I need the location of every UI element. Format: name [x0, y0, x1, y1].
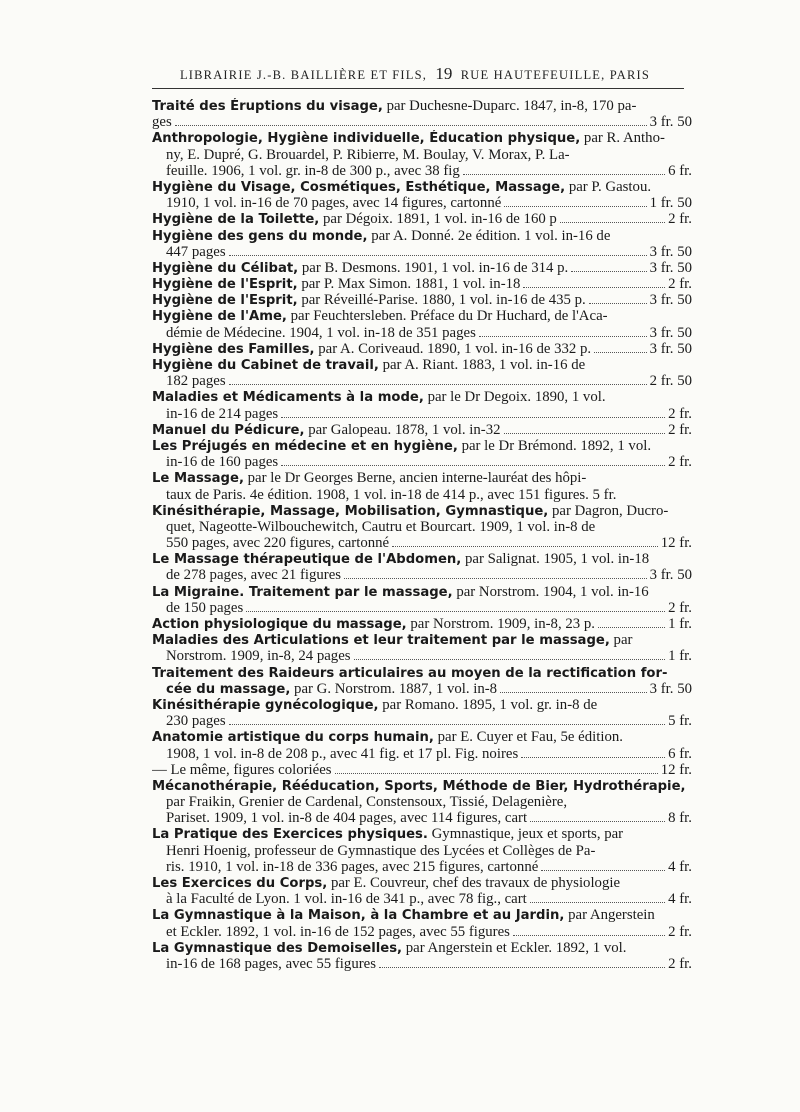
book-details: par Salignat. 1905, 1 vol. in-18 [461, 551, 650, 568]
entry-line-text [152, 470, 692, 486]
entry-line [152, 746, 692, 762]
entry-line-text [166, 373, 226, 389]
book-title: Action physiologique du massage, [152, 617, 407, 632]
book-details: par Angerstein [564, 907, 655, 924]
book-title: Traitement des Raideurs articulaires au moyen de la rectification for- [152, 665, 668, 681]
book-title: Hygiène de l'Esprit, [152, 293, 298, 309]
entry-line-text [152, 616, 595, 632]
book-title: Mécanothérapie, Rééducation, Sports, Méthode de Bier, Hydrothérapie, [152, 778, 686, 794]
catalogue-entry [152, 98, 692, 130]
book-title: La Migraine. Traitement par le massage, [152, 584, 453, 600]
entry-line [152, 810, 692, 826]
entry-line [152, 244, 692, 260]
book-details: Pariset. 1909, 1 vol. in-8 de 404 pages, avec 114 figures, cart [166, 810, 528, 827]
book-details: de 278 pages, avec 21 figures [166, 567, 342, 584]
dot-leader [229, 384, 647, 385]
entry-line [152, 648, 692, 664]
price: 3 fr. 50 [649, 340, 692, 357]
entry-line-text [166, 859, 538, 875]
entry-line-text [166, 325, 476, 341]
book-details: par le Dr Georges Berne, ancien interne-lauréat des hôpi- [243, 470, 587, 487]
book-details: par A. Coriveaud. 1890, 1 vol. in-16 de 332 p. [314, 340, 592, 357]
book-details: 550 pages, avec 220 figures, cartonné [166, 535, 390, 552]
price: 3 fr. 50 [649, 259, 692, 276]
price: 3 fr. 50 [649, 324, 692, 341]
entry-line-text [152, 276, 520, 292]
entry-line [152, 665, 692, 681]
book-title: Hygiène du Célibat, [152, 260, 299, 276]
entry-line-text [166, 406, 278, 422]
entry-line-text [152, 940, 692, 956]
entry-line [152, 389, 692, 405]
price: 2 fr. [668, 955, 692, 972]
entry-line-text [152, 438, 692, 454]
catalogue-entry [152, 179, 692, 211]
entry-line [152, 163, 692, 179]
book-details: par P. Gastou. [565, 178, 652, 195]
entry-line [152, 519, 692, 535]
book-details: taux de Paris. 4e édition. 1908, 1 vol. in-18 de 414 p., avec 151 figures. 5 fr. [166, 486, 617, 503]
book-title: Hygiène du Visage, Cosmétiques, Esthétique, Massage, [152, 179, 566, 195]
catalogue-entry [152, 616, 692, 632]
book-details: Henri Hoenig, professeur de Gymnastique des Lycées et Collèges de Pa- [166, 842, 596, 859]
entry-line [152, 276, 692, 292]
book-details: par Dégoix. 1891, 1 vol. in-16 de 160 p [319, 211, 557, 228]
dot-leader [392, 546, 658, 547]
dot-leader [479, 336, 647, 337]
entry-line [152, 487, 692, 503]
entry-line [152, 956, 692, 972]
catalogue-entry [152, 130, 692, 179]
catalogue-entry [152, 292, 692, 308]
book-details: à la Faculté de Lyon. 1 vol. in-16 de 341 p., avec 78 fig., cart [166, 891, 527, 908]
price: 12 fr. [660, 535, 692, 552]
book-title: Hygiène des gens du monde, [152, 228, 368, 244]
entry-line [152, 470, 692, 486]
price: 6 fr. [668, 162, 692, 179]
catalogue-entry [152, 276, 692, 292]
entry-line-text [152, 389, 692, 405]
book-details: 182 pages [166, 373, 226, 390]
entry-line [152, 875, 692, 891]
catalogue-entry [152, 778, 692, 827]
entry-line-text [152, 632, 692, 648]
book-title: La Pratique des Exercices physiques. [152, 827, 428, 843]
entry-line-text [166, 810, 527, 826]
book-details: de 150 pages [166, 599, 244, 616]
entry-line-text [152, 551, 692, 567]
entry-line-text [152, 503, 692, 519]
entry-line [152, 859, 692, 875]
book-title: Anthropologie, Hygiène individuelle, Éducation physique, [152, 131, 581, 147]
entry-line [152, 211, 692, 227]
entry-line [152, 924, 692, 940]
dot-leader [281, 417, 665, 418]
entry-line-text [166, 163, 460, 179]
entry-line-text [152, 292, 586, 308]
entry-line [152, 341, 692, 357]
book-details: par Fraikin, Grenier de Cardenal, Constensoux, Tissié, Delagenière, [166, 794, 568, 811]
entry-line [152, 98, 692, 114]
book-title: Hygiène des Familles, [152, 341, 315, 357]
book-title: Le Massage thérapeutique de l'Abdomen, [152, 552, 462, 568]
running-header [150, 64, 680, 84]
catalogue-entry [152, 308, 692, 340]
catalogue-entry [152, 584, 692, 616]
book-details: ny, E. Dupré, G. Brouardel, P. Ribierre, M. Boulay, V. Morax, P. La- [166, 146, 570, 163]
entry-line [152, 325, 692, 341]
entry-line-text [166, 956, 376, 972]
book-details: Gymnastique, jeux et sports, par [427, 826, 624, 843]
price: 2 fr. [668, 405, 692, 422]
book-details: in-16 de 214 pages [166, 405, 279, 422]
book-title: Maladies des Articulations et leur traitement par le massage, [152, 633, 610, 649]
book-details: par Norstrom. 1909, in-8, 23 p. [406, 616, 595, 632]
book-details: par [609, 632, 633, 649]
entry-line-text [152, 357, 692, 373]
book-title: Hygiène du Cabinet de travail, [152, 358, 379, 373]
entry-line-text [152, 260, 568, 276]
price: 2 fr. 50 [649, 373, 692, 390]
entry-line-text [166, 746, 518, 762]
entry-line-text [152, 211, 557, 227]
price: 8 fr. [668, 810, 692, 827]
book-details: par Norstrom. 1904, 1 vol. in-16 [452, 583, 649, 600]
dot-leader [500, 692, 647, 693]
entry-line [152, 697, 692, 713]
book-details: et Eckler. 1892, 1 vol. in-16 de 152 pages, avec 55 figures [166, 923, 510, 940]
catalogue-entry [152, 729, 692, 761]
book-details: par E. Cuyer et Fau, 5e édition. [433, 729, 623, 746]
entry-line-text [166, 244, 226, 260]
book-details: démie de Médecine. 1904, 1 vol. in-18 de 351 pages [166, 324, 476, 341]
book-title: Kinésithérapie, Massage, Mobilisation, Gymnastique, [152, 503, 549, 519]
book-details: in-16 de 168 pages, avec 55 figures [166, 955, 376, 972]
price: 4 fr. [668, 858, 692, 875]
book-title: Hygiène de l'Ame, [152, 309, 287, 325]
entry-line-text [152, 98, 692, 114]
book-details: par A. Donné. 2e édition. 1 vol. in-16 de [367, 227, 611, 244]
book-details: par G. Norstrom. 1887, 1 vol. in-8 [290, 680, 498, 697]
catalogue-entry [152, 211, 692, 227]
dot-leader [594, 352, 647, 353]
entry-line-text [166, 487, 692, 503]
book-details: 1908, 1 vol. in-8 de 208 p., avec 41 fig. et 17 pl. Fig. noires [166, 745, 519, 762]
dot-leader [571, 271, 646, 272]
entry-line [152, 632, 692, 648]
entry-line [152, 422, 692, 438]
entry-line [152, 130, 692, 146]
book-details: par Dagron, Ducro- [548, 502, 669, 519]
catalogue-entry [152, 503, 692, 552]
dot-leader [246, 611, 665, 612]
catalogue-entry [152, 826, 692, 875]
header-address: RUE HAUTEFEUILLE, PARIS [460, 68, 651, 82]
entry-line-text [152, 422, 501, 438]
book-title: Anatomie artistique du corps humain, [152, 730, 434, 746]
entry-line [152, 778, 692, 794]
entry-line [152, 114, 692, 130]
catalogue-entry [152, 357, 692, 389]
catalogue-entry [152, 697, 692, 729]
price: 3 fr. 50 [649, 292, 692, 309]
entry-line-text [152, 228, 692, 244]
entry-line [152, 891, 692, 907]
dot-leader [504, 206, 646, 207]
price: 6 fr. [668, 745, 692, 762]
page-number: 19 [435, 64, 453, 83]
entry-line-text [152, 697, 692, 713]
entry-line [152, 907, 692, 923]
book-title: Kinésithérapie gynécologique, [152, 697, 379, 713]
header-publisher: LIBRAIRIE J.-B. BAILLIÈRE ET FILS, [179, 68, 428, 82]
dot-leader [379, 967, 665, 968]
entry-line [152, 584, 692, 600]
dot-leader [530, 902, 665, 903]
entry-line-text [166, 147, 692, 163]
entry-line-text [152, 826, 692, 842]
entry-line-text [166, 843, 692, 859]
price: 1 fr. 50 [649, 195, 692, 212]
entry-line [152, 729, 692, 745]
entry-line [152, 308, 692, 324]
entry-line [152, 843, 692, 859]
catalogue-entry [152, 551, 692, 583]
price: 5 fr. [668, 713, 692, 730]
dot-leader [560, 222, 665, 223]
catalogue-entry [152, 260, 692, 276]
book-details: par Réveillé-Parise. 1880, 1 vol. in-16 de 435 p. [297, 292, 586, 309]
book-title: Le Massage, [152, 471, 244, 487]
entry-line [152, 794, 692, 810]
price: 4 fr. [668, 891, 692, 908]
entry-line [152, 681, 692, 697]
dot-leader [513, 935, 665, 936]
catalogue-entry [152, 940, 692, 972]
entry-line-text [166, 713, 226, 729]
book-details: ris. 1910, 1 vol. in-18 de 336 pages, avec 215 figures, cartonné [166, 858, 539, 875]
entry-line [152, 826, 692, 842]
entry-line [152, 228, 692, 244]
catalogue-entry [152, 665, 692, 697]
price: 2 fr. [668, 211, 692, 228]
entry-line-text [166, 681, 497, 697]
dot-leader [463, 174, 665, 175]
book-details: par Romano. 1895, 1 vol. gr. in-8 de [378, 696, 598, 713]
book-details: par R. Antho- [580, 130, 665, 147]
entry-line [152, 616, 692, 632]
catalogue-entry [152, 875, 692, 907]
catalogue-entry [152, 907, 692, 939]
catalogue-entry [152, 470, 692, 502]
book-title: Les Exercices du Corps, [152, 876, 328, 891]
price: 2 fr. [668, 276, 692, 293]
dot-leader [541, 870, 665, 871]
entry-line-text [152, 875, 692, 891]
dot-leader [530, 821, 665, 822]
entry-line-text [152, 179, 692, 195]
entry-line-text [152, 778, 692, 794]
price: 1 fr. [668, 616, 692, 632]
entry-line-text [166, 519, 692, 535]
entry-line-text [166, 924, 510, 940]
catalogue-entry [152, 341, 692, 357]
entry-line [152, 292, 692, 308]
dot-leader [175, 125, 647, 126]
dot-leader [521, 757, 665, 758]
book-details: 230 pages [166, 713, 226, 730]
book-details: par Duchesne-Duparc. 1847, in-8, 170 pa- [382, 98, 637, 114]
book-details: par A. Riant. 1883, 1 vol. in-16 de [378, 357, 586, 373]
book-details: par Feuchtersleben. Préface du Dr Huchard, de l'Aca- [286, 308, 608, 325]
entry-line-text [166, 195, 501, 211]
book-title: Hygiène de l'Esprit, [152, 277, 298, 293]
dot-leader [354, 659, 666, 660]
entry-line [152, 438, 692, 454]
book-details: par Angerstein et Eckler. 1892, 1 vol. [402, 939, 627, 956]
book-details: par E. Couvreur, chef des travaux de physiologie [327, 875, 621, 891]
book-title: cée du massage, [166, 681, 291, 697]
dot-leader [335, 773, 658, 774]
entry-line-text [166, 600, 243, 616]
price: 12 fr. [660, 761, 692, 778]
entry-line-text [152, 665, 692, 681]
book-details: par B. Desmons. 1901, 1 vol. in-16 de 314 p. [298, 259, 569, 276]
entry-line-text [152, 130, 692, 146]
entry-line [152, 551, 692, 567]
entry-line [152, 195, 692, 211]
price: 3 fr. 50 [649, 680, 692, 697]
dot-leader [589, 303, 647, 304]
price: 3 fr. 50 [649, 243, 692, 260]
entry-line-text [152, 114, 172, 130]
entry-line-text [166, 454, 278, 470]
entry-line-text [166, 567, 341, 583]
entry-line-text [166, 891, 527, 907]
book-details: ges [152, 114, 172, 131]
price: 2 fr. [668, 421, 692, 438]
entry-line-text [166, 648, 351, 664]
entry-line [152, 357, 692, 373]
price: 3 fr. 50 [649, 567, 692, 584]
book-title: Manuel du Pédicure, [152, 422, 305, 438]
entry-line [152, 260, 692, 276]
entry-line-text [152, 907, 692, 923]
entry-line-text [152, 762, 332, 778]
entry-line [152, 940, 692, 956]
entry-line [152, 179, 692, 195]
book-title: La Gymnastique des Demoiselles, [152, 940, 403, 956]
entry-line-text [152, 341, 591, 357]
book-title: Les Préjugés en médecine et en hygiène, [152, 438, 458, 454]
entry-line-text [166, 535, 389, 551]
book-details: 1910, 1 vol. in-16 de 70 pages, avec 14 figures, cartonné [166, 195, 502, 212]
entry-line [152, 535, 692, 551]
book-details: Norstrom. 1909, in-8, 24 pages [166, 648, 351, 665]
book-details: par P. Max Simon. 1881, 1 vol. in-18 [297, 276, 521, 293]
catalogue-entry [152, 422, 692, 438]
book-title: Maladies et Médicaments à la mode, [152, 390, 424, 406]
entry-line-text [166, 794, 692, 810]
catalogue-entry [152, 438, 692, 470]
entry-line [152, 600, 692, 616]
book-title: La Gymnastique à la Maison, à la Chambre et au Jardin, [152, 908, 565, 924]
header-rule [152, 88, 684, 89]
entry-line-text [152, 308, 692, 324]
book-details: par le Dr Brémond. 1892, 1 vol. [457, 437, 652, 454]
dot-leader [523, 287, 665, 288]
catalogue-entry [152, 762, 692, 778]
book-details: — Le même, figures coloriées [152, 761, 332, 778]
price: 3 fr. 50 [649, 114, 692, 131]
price: 2 fr. [668, 599, 692, 616]
entry-line [152, 373, 692, 389]
entry-line [152, 454, 692, 470]
book-details: par le Dr Degoix. 1890, 1 vol. [423, 389, 606, 406]
book-details: 447 pages [166, 243, 226, 260]
dot-leader [229, 724, 666, 725]
book-details: in-16 de 160 pages [166, 454, 279, 471]
entry-line [152, 406, 692, 422]
catalogue-entry [152, 228, 692, 260]
price: 1 fr. [668, 648, 692, 665]
book-details: quet, Nageotte-Wilbouchewitch, Cautru et Bourcart. 1909, 1 vol. in-8 de [166, 518, 596, 535]
catalogue-entries [152, 98, 692, 972]
entry-line [152, 762, 692, 778]
entry-line [152, 147, 692, 163]
entry-line-text [152, 584, 692, 600]
book-title: Traité des Éruptions du visage, [152, 99, 383, 114]
dot-leader [229, 255, 647, 256]
dot-leader [598, 627, 665, 628]
entry-line-text [152, 729, 692, 745]
price: 2 fr. [668, 923, 692, 940]
dot-leader [504, 433, 666, 434]
entry-line [152, 567, 692, 583]
dot-leader [281, 465, 665, 466]
book-details: par Galopeau. 1878, 1 vol. in-32 [304, 421, 501, 438]
catalogue-entry [152, 389, 692, 421]
book-title: Hygiène de la Toilette, [152, 212, 320, 228]
price: 2 fr. [668, 454, 692, 471]
entry-line [152, 503, 692, 519]
entry-line [152, 713, 692, 729]
catalogue-entry [152, 632, 692, 664]
dot-leader [344, 578, 647, 579]
book-details: feuille. 1906, 1 vol. gr. in-8 de 300 p., avec 38 fig [166, 162, 460, 179]
